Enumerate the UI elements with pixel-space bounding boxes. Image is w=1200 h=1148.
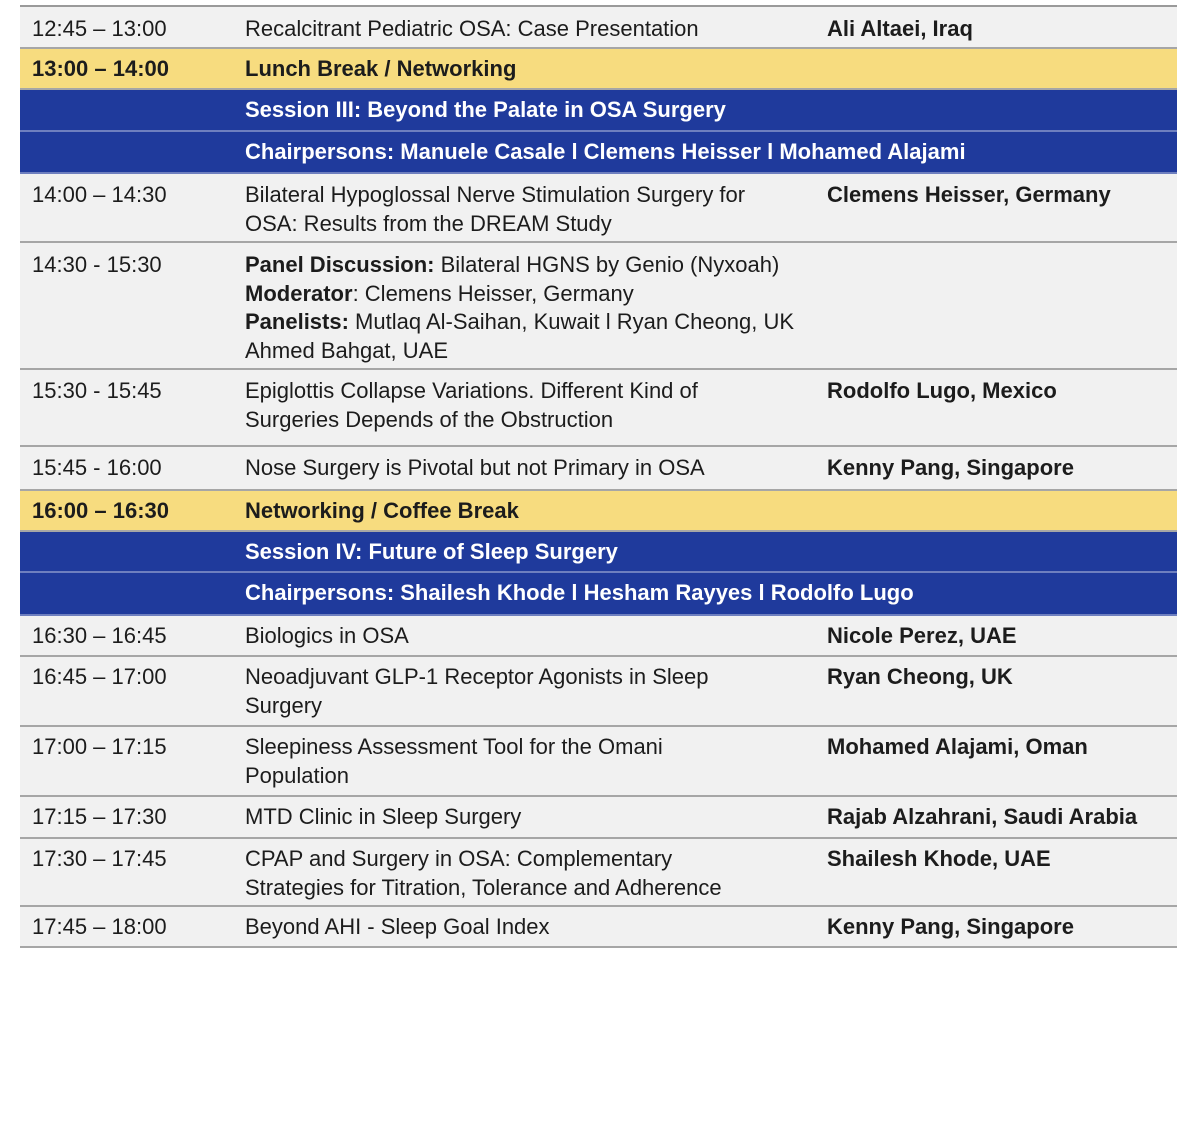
table-row [20, 657, 1177, 727]
panel-discussion-text: Bilateral HGNS by Genio (Nyxoah) [434, 252, 780, 277]
panelists-line-2: Ahmed Bahgat, UAE [245, 337, 449, 363]
time-cell: 14:00 – 14:30 [32, 182, 167, 207]
session-header-row [20, 532, 1177, 573]
panel-details [245, 251, 1145, 365]
session-header-row [20, 90, 1177, 132]
panel-row [20, 243, 1177, 370]
talk-title-line: Biologics in OSA [245, 623, 409, 648]
time-cell: 17:00 – 17:15 [32, 734, 167, 759]
table-row [20, 839, 1177, 907]
chairpersons-row [20, 573, 1177, 616]
table-row [20, 447, 1177, 491]
talk-title [245, 181, 815, 238]
table-row [20, 174, 1177, 243]
talk-title-line: Surgeries Depends of the Obstruction [245, 406, 614, 432]
speaker-name: Kenny Pang, Singapore [827, 455, 1074, 480]
time-cell: 12:45 – 13:00 [32, 16, 167, 41]
moderator-text: : Clemens Heisser, Germany [352, 280, 634, 306]
talk-title-line: CPAP and Surgery in OSA: Complementary [245, 846, 673, 871]
chairpersons-row [20, 132, 1177, 174]
talk-title-line: Strategies for Titration, Tolerance and Adherence [245, 874, 722, 900]
talk-title [245, 803, 815, 832]
speaker-name: Rajab Alzahrani, Saudi Arabia [827, 804, 1138, 829]
break-title: Lunch Break / Networking [245, 56, 517, 81]
moderator-line [245, 280, 1145, 309]
speaker-name: Ali Altaei, Iraq [827, 16, 973, 41]
talk-title-line: Recalcitrant Pediatric OSA: Case Presentation [245, 16, 699, 41]
speaker-name: Nicole Perez, UAE [827, 623, 1017, 648]
speaker-name: Ryan Cheong, UK [827, 664, 1013, 689]
talk-title [245, 622, 815, 651]
time-cell: 17:15 – 17:30 [32, 804, 167, 829]
talk-title-line: Sleepiness Assessment Tool for the Omani [245, 734, 663, 759]
talk-title [245, 377, 815, 434]
moderator-label: Moderator [245, 280, 353, 306]
talk-title-line: OSA: Results from the DREAM Study [245, 210, 612, 236]
talk-title [245, 913, 815, 942]
speaker-name: Clemens Heisser, Germany [827, 182, 1111, 207]
panelists-text: Mutlaq Al-Saihan, Kuwait l Ryan Cheong, UK [348, 309, 795, 334]
talk-title [245, 845, 815, 902]
chairpersons-text: Chairpersons: Manuele Casale l Clemens Heisser l Mohamed Alajami [245, 139, 966, 164]
table-row [20, 797, 1177, 839]
talk-title [245, 15, 815, 44]
break-title: Networking / Coffee Break [245, 498, 519, 523]
table-row [20, 907, 1177, 948]
talk-title [245, 663, 815, 720]
talk-title [245, 733, 815, 790]
panel-discussion-label: Panel Discussion: [245, 252, 435, 277]
talk-title-line: Population [245, 762, 349, 788]
time-cell: 17:30 – 17:45 [32, 846, 167, 871]
time-cell: 16:30 – 16:45 [32, 623, 167, 648]
talk-title-line: Neoadjuvant GLP-1 Receptor Agonists in Sleep [245, 664, 709, 689]
time-cell: 15:45 - 16:00 [32, 455, 162, 480]
session-title: Session III: Beyond the Palate in OSA Surgery [245, 97, 726, 122]
talk-title-line: Epiglottis Collapse Variations. Different Kind of [245, 378, 698, 403]
chairpersons-text: Chairpersons: Shailesh Khode l Hesham Rayyes l Rodolfo Lugo [245, 580, 914, 605]
panel-discussion-line [245, 251, 1145, 280]
speaker-name: Mohamed Alajami, Oman [827, 734, 1088, 759]
speaker-name: Shailesh Khode, UAE [827, 846, 1051, 871]
panelists-line [245, 308, 1145, 337]
table-row [20, 7, 1177, 49]
time-cell: 17:45 – 18:00 [32, 914, 167, 939]
table-row [20, 370, 1177, 447]
speaker-name: Rodolfo Lugo, Mexico [827, 378, 1057, 403]
time-cell: 16:45 – 17:00 [32, 664, 167, 689]
talk-title-line: Bilateral Hypoglossal Nerve Stimulation Surgery for [245, 182, 746, 207]
time-cell: 16:00 – 16:30 [32, 498, 169, 523]
break-row [20, 491, 1177, 532]
break-row [20, 49, 1177, 90]
session-title: Session IV: Future of Sleep Surgery [245, 539, 618, 564]
time-cell: 14:30 - 15:30 [32, 252, 162, 277]
table-row [20, 727, 1177, 797]
schedule-table [20, 5, 1177, 948]
talk-title [245, 454, 815, 483]
time-cell: 13:00 – 14:00 [32, 56, 169, 81]
talk-title-line: Nose Surgery is Pivotal but not Primary in OSA [245, 455, 705, 480]
talk-title-line: Beyond AHI - Sleep Goal Index [245, 914, 550, 939]
panelists-label: Panelists: [245, 309, 349, 334]
table-row [20, 616, 1177, 657]
talk-title-line: Surgery [245, 692, 323, 718]
talk-title-line: MTD Clinic in Sleep Surgery [245, 804, 522, 829]
time-cell: 15:30 - 15:45 [32, 378, 162, 403]
speaker-name: Kenny Pang, Singapore [827, 914, 1074, 939]
